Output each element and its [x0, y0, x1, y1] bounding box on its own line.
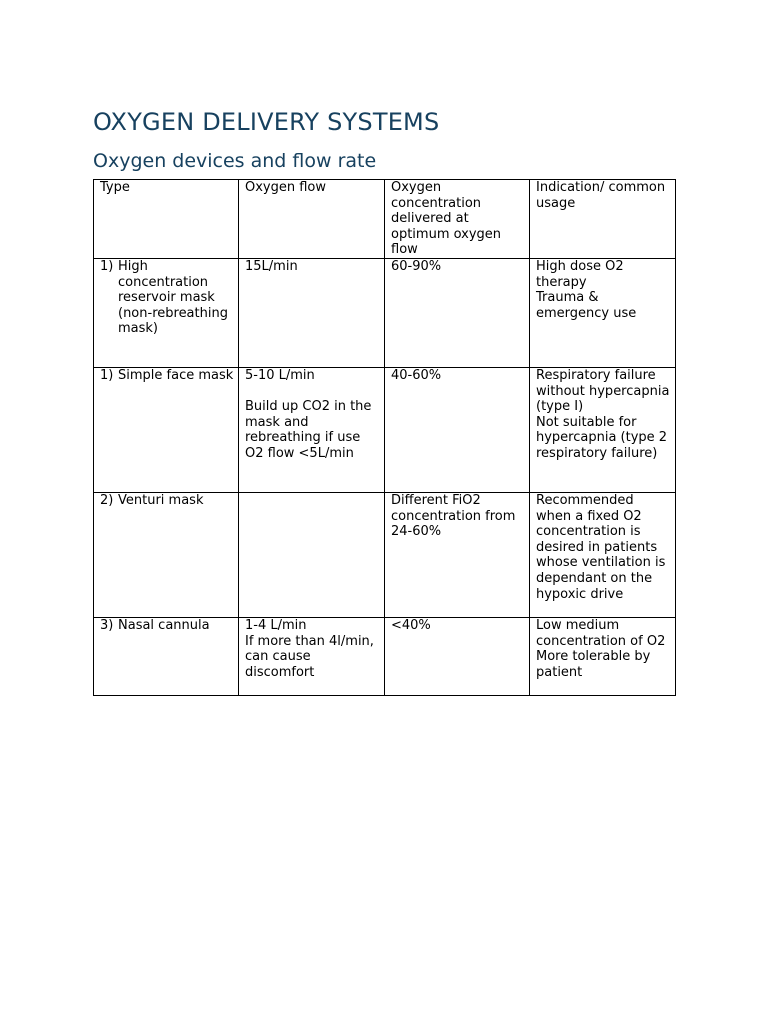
- document-subtitle: Oxygen devices and flow rate: [93, 150, 377, 172]
- table-row: [94, 368, 676, 493]
- cell-indication: Respiratory failure without hypercapnia (type I) Not suitable for hypercapnia (type 2 respiratory failure): [530, 368, 676, 493]
- table-row: [94, 618, 676, 696]
- cell-oxygen-flow: 5-10 L/min Build up CO2 in the mask and rebreathing if use O2 flow <5L/min: [239, 368, 385, 493]
- cell-oxygen-flow: [239, 493, 385, 618]
- table-header-row: [94, 180, 676, 259]
- table-row: [94, 493, 676, 618]
- cell-indication: High dose O2 therapy Trauma & emergency use: [530, 259, 676, 368]
- cell-concentration: 60-90%: [385, 259, 530, 368]
- cell-indication: Recommended when a fixed O2 concentration is desired in patients whose ventilation is dependant on the hypoxic drive: [530, 493, 676, 618]
- header-cell-type: Type: [94, 180, 239, 259]
- header-cell-indication: Indication/ common usage: [530, 180, 676, 259]
- cell-concentration: Different FiO2 concentration from 24-60%: [385, 493, 530, 618]
- cell-oxygen-flow: 15L/min: [239, 259, 385, 368]
- cell-indication: Low medium concentration of O2 More tolerable by patient: [530, 618, 676, 696]
- cell-type: 1) Simple face mask: [94, 368, 239, 493]
- table-row: [94, 259, 676, 368]
- cell-type: 2) Venturi mask: [94, 493, 239, 618]
- document-title: OXYGEN DELIVERY SYSTEMS: [93, 108, 440, 136]
- cell-oxygen-flow: 1-4 L/min If more than 4l/min, can cause discomfort: [239, 618, 385, 696]
- header-cell-concentration: Oxygen concentration delivered at optimum oxygen flow: [385, 180, 530, 259]
- cell-type: 3) Nasal cannula: [94, 618, 239, 696]
- header-cell-oxygen-flow: Oxygen flow: [239, 180, 385, 259]
- cell-concentration: 40-60%: [385, 368, 530, 493]
- oxygen-devices-table: [93, 179, 676, 696]
- cell-type: 1) High concentration reservoir mask (non-rebreathing mask): [94, 259, 239, 368]
- cell-concentration: <40%: [385, 618, 530, 696]
